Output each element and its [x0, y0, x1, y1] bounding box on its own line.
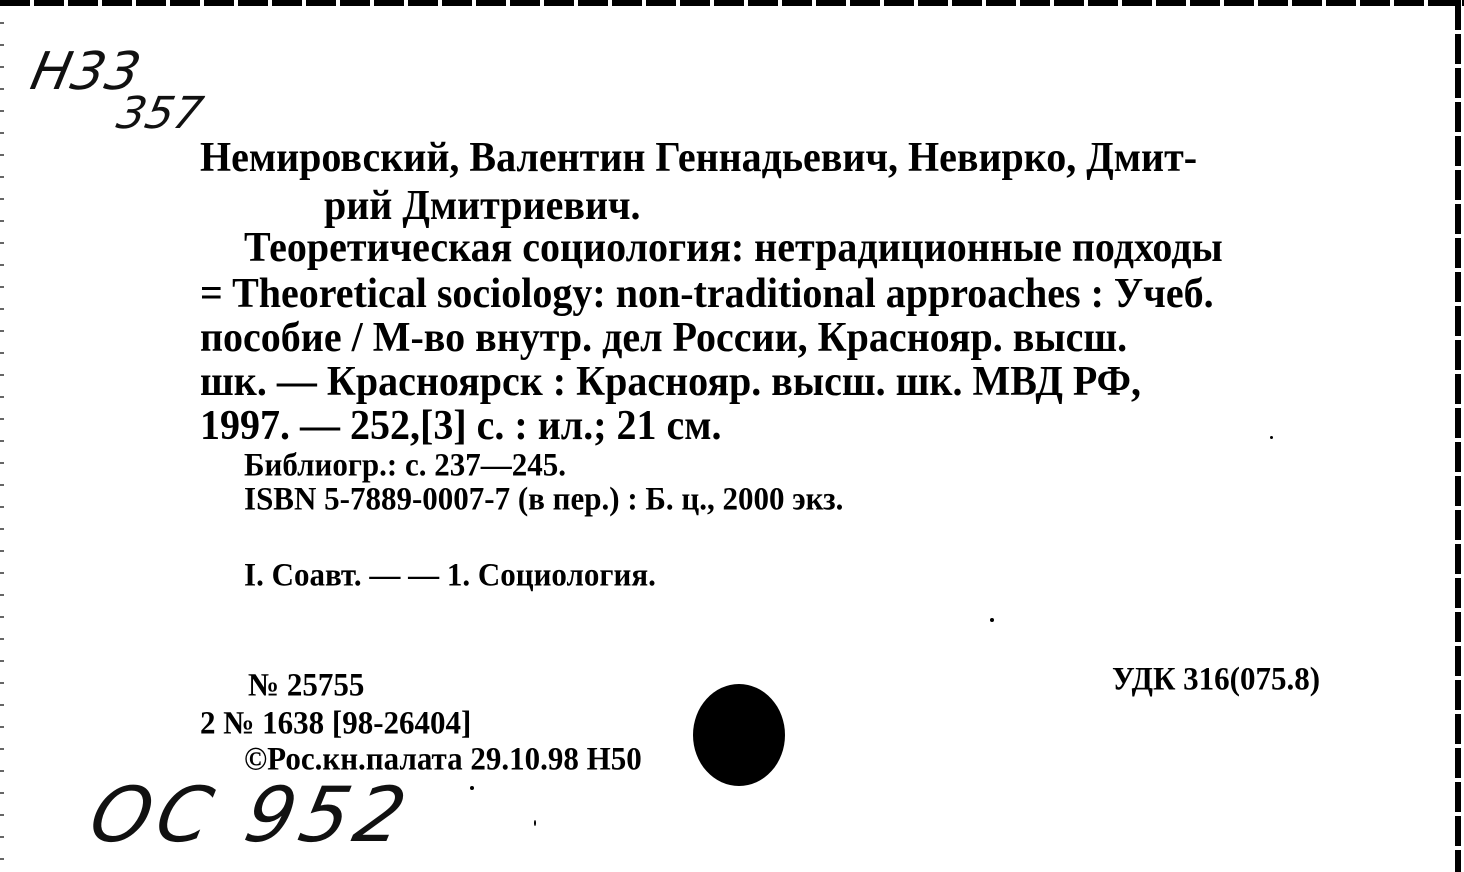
title-line-2: = Theoretical sociology: non-traditional approaches : Учеб. [200, 269, 1214, 317]
registry-number: 2 № 1638 [98-26404] [200, 704, 472, 741]
card-number: № 25755 [248, 666, 365, 703]
tracing-line: I. Соавт. — — 1. Социология. [244, 556, 656, 593]
handwritten-inventory-number: ОС 952 [82, 770, 420, 859]
author-line-1: Немировский, Валентин Геннадьевич, Невирко, Дмит- [200, 133, 1198, 181]
ink-speck [534, 820, 536, 826]
card-right-border [1455, 0, 1461, 872]
ink-speck [990, 618, 994, 622]
author-line-2: рий Дмитриевич. [324, 181, 641, 229]
bibliography-note: Библиогр.: с. 237—245. [244, 446, 566, 483]
copyright-line: ©Рос.кн.палата 29.10.98 Н50 [244, 740, 642, 777]
isbn-line: ISBN 5-7889-0007-7 (в пер.) : Б. ц., 2000 экз. [244, 480, 844, 517]
handwritten-shelfmark-bottom: 357 [112, 88, 208, 139]
title-line-1: Теоретическая социология: нетрадиционные подходы [244, 223, 1223, 271]
title-line-5: 1997. — 252,[3] с. : ил.; 21 см. [200, 401, 722, 449]
punch-hole [693, 684, 785, 786]
handwritten-shelfmark-top: Н33 [25, 42, 147, 102]
udk-code: УДК 316(075.8) [1112, 660, 1321, 697]
ink-speck [1270, 436, 1273, 439]
title-line-3: пособие / М-во внутр. дел России, Краснояр. высш. [200, 313, 1128, 361]
title-line-4: шк. — Красноярск : Краснояр. высш. шк. МВД РФ, [200, 357, 1141, 405]
card-top-border [0, 0, 1464, 6]
card-left-border [0, 0, 4, 872]
ink-speck [470, 786, 474, 790]
